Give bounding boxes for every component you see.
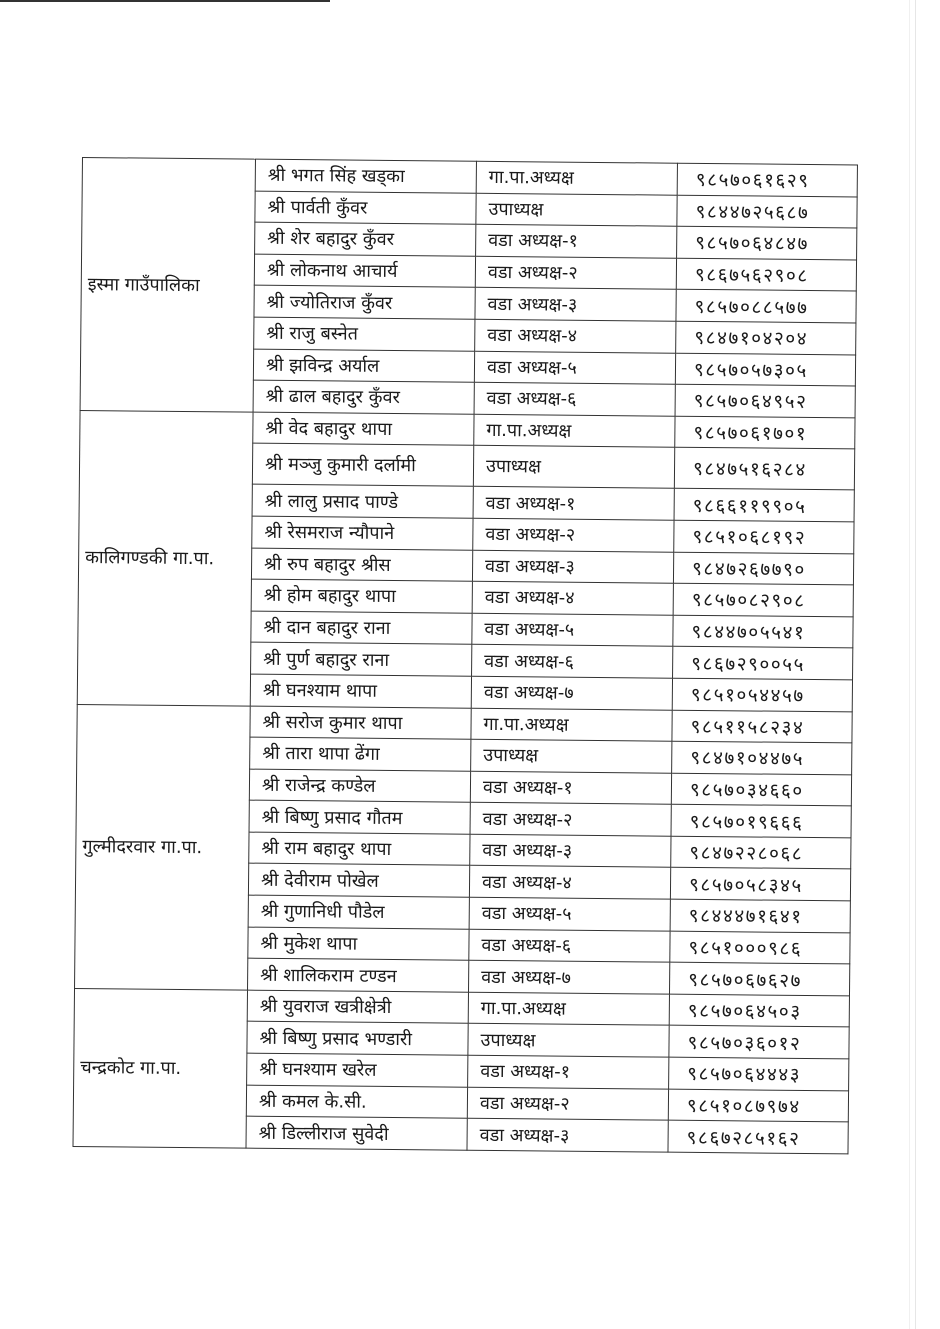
position-title: उपाध्यक्ष	[473, 446, 674, 489]
position-title: गा.पा.अध्यक्ष	[468, 992, 669, 1026]
phone-number: ९८४७१०४४७५	[672, 741, 852, 774]
representative-name: श्री घनश्याम थापा	[250, 674, 471, 708]
phone-number: ९८५७०८२९०८	[673, 583, 853, 616]
phone-number: ९८५७०३४६६०	[671, 773, 851, 806]
representative-name: श्री दान बहादुर राना	[251, 611, 472, 645]
phone-number: ९८६७५६२९०८	[676, 258, 856, 291]
representative-name: श्री रुप बहादुर श्रीस	[251, 548, 472, 582]
phone-number: ९८५७०६४९५२	[675, 384, 855, 417]
phone-number: ९८४७२२८०६८	[671, 836, 851, 869]
phone-number: ९८५१०००९८६	[670, 931, 850, 964]
municipality-name: इस्मा गाउँपालिका	[80, 158, 255, 412]
phone-number: ९८५७०८८५७७	[676, 290, 856, 323]
municipality-name: कालिगण्डकी गा.पा.	[77, 410, 253, 705]
table-row	[82, 158, 857, 197]
representative-name: श्री लोकनाथ आचार्य	[254, 254, 475, 288]
representative-name: श्री सरोज कुमार थापा	[250, 706, 471, 740]
position-title: वडा अध्यक्ष-४	[469, 866, 670, 900]
representatives-table-body	[73, 158, 857, 1154]
phone-number: ९८५७०६१७०१	[675, 416, 855, 449]
representative-name: श्री युवराज खत्रीक्षेत्री	[247, 990, 468, 1024]
representatives-table	[72, 157, 857, 1154]
representative-name: श्री रेसमराज न्यौपाने	[252, 516, 473, 550]
phone-number: ९८५७०१९६६६	[671, 804, 851, 837]
representative-name: श्री पार्वती कुँवर	[255, 191, 476, 225]
position-title: उपाध्यक्ष	[471, 739, 672, 773]
position-title: वडा अध्यक्ष-२	[473, 518, 674, 552]
representative-name: श्री शेर बहादुर कुँवर	[255, 222, 476, 256]
representative-name: श्री गुणानिधी पौडेल	[248, 895, 469, 929]
position-title: वडा अध्यक्ष-६	[472, 645, 673, 679]
representative-name: श्री झविन्द्र अर्याल	[253, 349, 474, 383]
position-title: वडा अध्यक्ष-१	[473, 487, 674, 521]
position-title: वडा अध्यक्ष-५	[474, 351, 675, 385]
representative-name: श्री बिष्णु प्रसाद भण्डारी	[247, 1022, 468, 1056]
representative-name: श्री मुकेश थापा	[248, 927, 469, 961]
representative-name: श्री डिल्लीराज सुवेदी	[246, 1116, 467, 1150]
representative-name: श्री भगत सिंह खड्का	[255, 159, 476, 193]
phone-number: ९८५७०६७६२७	[669, 962, 849, 995]
representative-name: श्री शालिकराम टण्डन	[248, 958, 469, 992]
representative-name: श्री होम बहादुर थापा	[251, 579, 472, 613]
representative-name: श्री वेद बहादुर थापा	[253, 412, 474, 446]
representative-name: श्री पुर्ण बहादुर राना	[251, 642, 472, 676]
phone-number: ९८५७०६४४४३	[669, 1057, 849, 1090]
position-title: वडा अध्यक्ष-३	[475, 288, 676, 322]
phone-number: ९८५७०३६०१२	[669, 1026, 849, 1059]
phone-number: ९८४४७०५५४१	[673, 615, 853, 648]
position-title: वडा अध्यक्ष-७	[469, 961, 670, 995]
position-title: वडा अध्यक्ष-७	[471, 676, 672, 710]
municipality-name: गुल्मीदरवार गा.पा.	[75, 704, 251, 990]
position-title: वडा अध्यक्ष-१	[476, 224, 677, 258]
phone-number: ९८५११५८२३४	[672, 710, 852, 743]
phone-number: ९८५१०५४४५७	[672, 678, 852, 711]
phone-number: ९८४७१०४२०४	[676, 321, 856, 354]
phone-number: ९८५७०५८३४५	[670, 868, 850, 901]
page-edge-line	[915, 0, 916, 1329]
position-title: वडा अध्यक्ष-४	[475, 319, 676, 353]
position-title: वडा अध्यक्ष-५	[472, 613, 673, 647]
position-title: वडा अध्यक्ष-५	[469, 897, 670, 931]
representative-name: श्री कमल के.सी.	[246, 1085, 467, 1119]
phone-number: ९८५७०६४८४७	[677, 226, 857, 259]
municipality-name: चन्द्रकोट गा.पा.	[73, 988, 248, 1148]
representative-name: श्री लालु प्रसाद पाण्डे	[252, 484, 473, 518]
representative-name: श्री ढाल बहादुर कुँवर	[253, 380, 474, 414]
representative-name: श्री बिष्णु प्रसाद गौतम	[249, 800, 470, 834]
phone-number: ९८४७५१६२८४	[674, 448, 854, 491]
phone-number: ९८५१०८७९७४	[668, 1089, 848, 1122]
page-edge-line	[909, 0, 910, 1329]
position-title: वडा अध्यक्ष-१	[468, 1055, 669, 1089]
phone-number: ९८४४७२५६८७	[677, 195, 857, 228]
phone-number: ९८४७२६७७९०	[673, 552, 853, 585]
representative-name: श्री राजेन्द्र कण्डेल	[249, 769, 470, 803]
phone-number: ९८५७०६४५०३	[669, 994, 849, 1027]
position-title: वडा अध्यक्ष-२	[475, 256, 676, 290]
position-title: उपाध्यक्ष	[468, 1024, 669, 1058]
table-row	[77, 704, 852, 743]
position-title: वडा अध्यक्ष-३	[467, 1118, 668, 1152]
phone-number: ९८६६११९९०५	[674, 489, 854, 522]
representative-name: श्री राम बहादुर थापा	[249, 832, 470, 866]
top-rule	[0, 0, 330, 2]
phone-number: ९८४४४७१६४१	[670, 899, 850, 932]
phone-number: ९८६७२९००५५	[673, 647, 853, 680]
table-row	[74, 988, 849, 1027]
position-title: गा.पा.अध्यक्ष	[476, 161, 677, 195]
position-title: वडा अध्यक्ष-२	[467, 1087, 668, 1121]
phone-number: ९८६७२८५१६२	[668, 1120, 848, 1153]
phone-number: ९८५७०५७३०५	[675, 353, 855, 386]
position-title: वडा अध्यक्ष-३	[472, 550, 673, 584]
position-title: वडा अध्यक्ष-४	[472, 581, 673, 615]
position-title: वडा अध्यक्ष-६	[474, 382, 675, 416]
phone-number: ९८५७०६१६२९	[677, 163, 857, 196]
representative-name: श्री राजु बस्नेत	[254, 317, 475, 351]
table-row	[80, 410, 855, 449]
position-title: वडा अध्यक्ष-२	[470, 803, 671, 837]
representative-name: श्री घनश्याम खरेल	[247, 1053, 468, 1087]
phone-number: ९८५१०६८१९२	[674, 520, 854, 553]
representative-name: श्री देवीराम पोखेल	[248, 864, 469, 898]
representative-name: श्री ज्योतिराज कुँवर	[254, 286, 475, 320]
position-title: उपाध्यक्ष	[476, 193, 677, 227]
position-title: गा.पा.अध्यक्ष	[471, 708, 672, 742]
position-title: वडा अध्यक्ष-३	[470, 834, 671, 868]
representative-name: श्री तारा थापा ढेंगा	[250, 737, 471, 771]
position-title: वडा अध्यक्ष-६	[469, 929, 670, 963]
representative-name: श्री मञ्जु कुमारी दर्लामी	[252, 443, 473, 486]
position-title: गा.पा.अध्यक्ष	[474, 414, 675, 448]
position-title: वडा अध्यक्ष-१	[470, 771, 671, 805]
